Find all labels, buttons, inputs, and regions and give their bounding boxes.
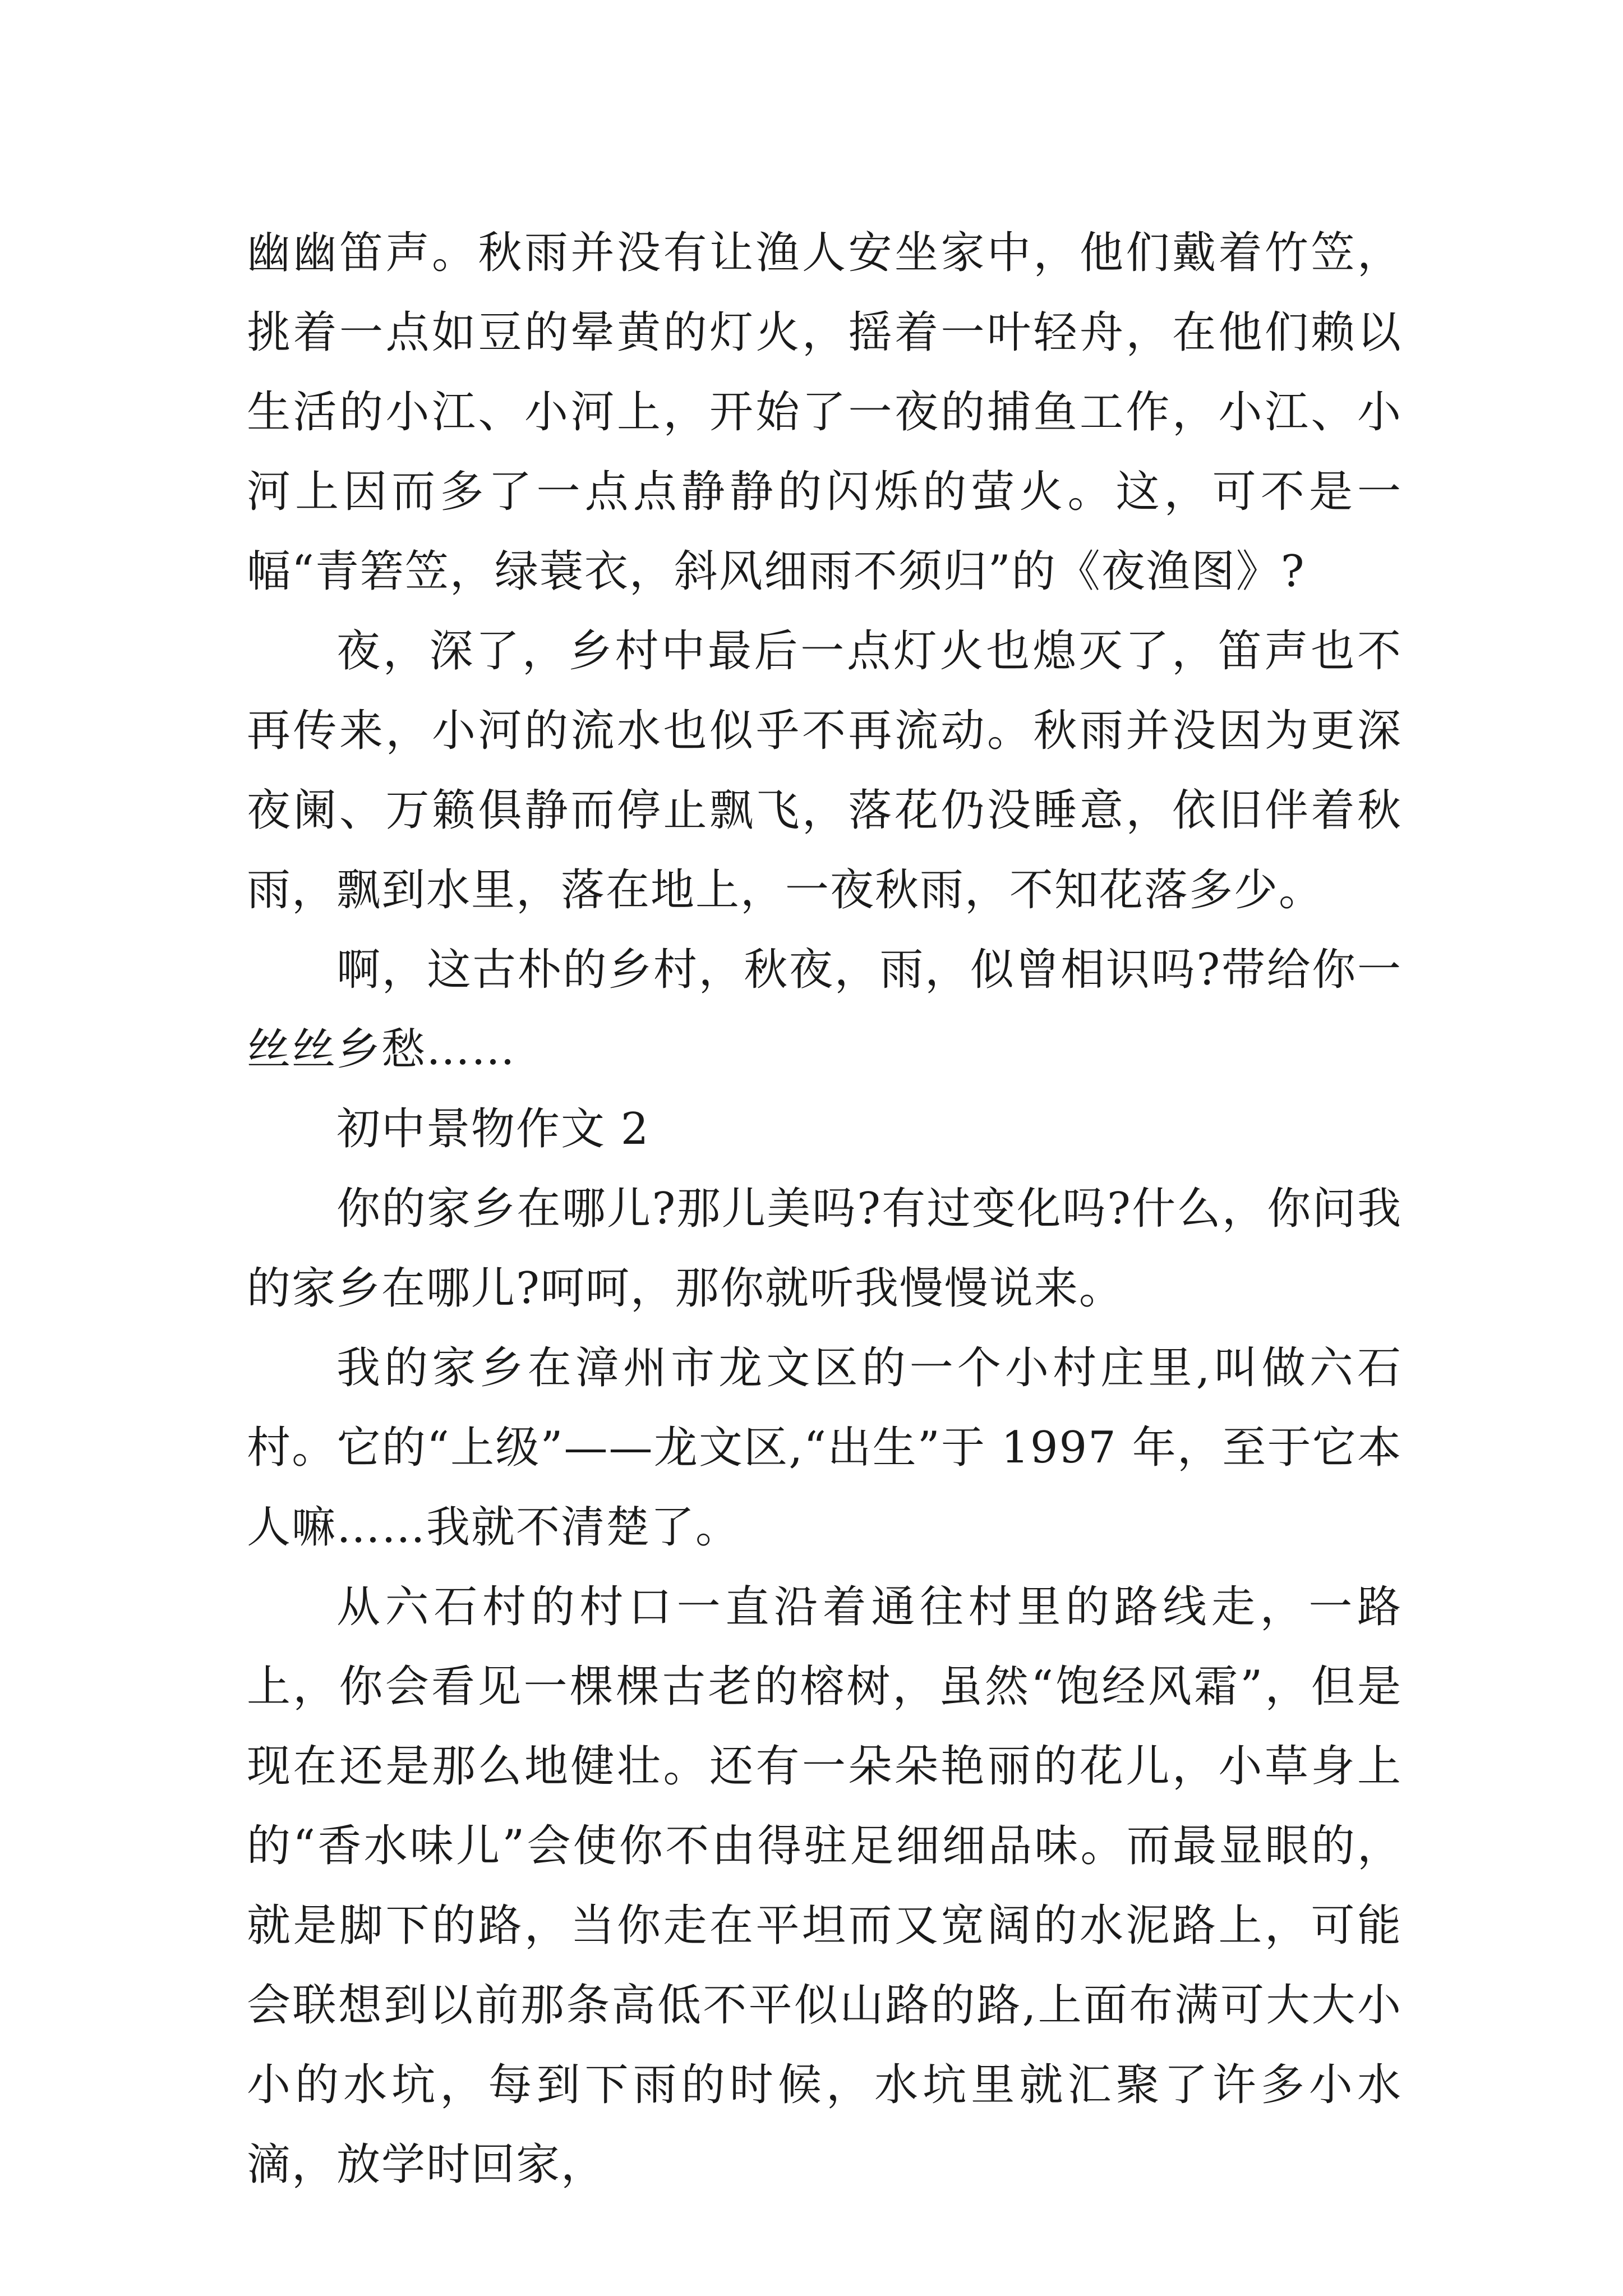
paragraph: 你的家乡在哪儿?那儿美吗?有过变化吗?什么，你问我的家乡在哪儿?呵呵，那你就听我慢慢说来。 [247, 1184, 1402, 1314]
paragraph: 啊，这古朴的乡村，秋夜，雨，似曾相识吗?带给你一丝丝乡愁…… [247, 945, 1402, 1075]
paragraph: 我的家乡在漳州市龙文区的一个小村庄里,叫做六石村。它的“上级”——龙文区,“出生”于 1997 年，至于它本人嘛……我就不清楚了。 [247, 1343, 1402, 1553]
document-body [247, 213, 1402, 2205]
paragraph-continued: 幽幽笛声。秋雨并没有让渔人安坐家中，他们戴着竹笠，挑着一点如豆的晕黄的灯火，摇着一叶轻舟，在他们赖以生活的小江、小河上，开始了一夜的捕鱼工作，小江、小河上因而多了一点点静静的闪烁的萤火。这，可不是一幅“青箬笠，绿蓑衣，斜风细雨不须归”的《夜渔图》? [247, 228, 1402, 597]
paragraph: 从六石村的村口一直沿着通往村里的路线走，一路上，你会看见一棵棵古老的榕树，虽然“饱经风霜”，但是现在还是那么地健壮。还有一朵朵艳丽的花儿，小草身上的“香水味儿”会使你不由得驻足细细品味。而最显眼的，就是脚下的路，当你走在平坦而又宽阔的水泥路上，可能会联想到以前那条高低不平似山路的路,上面布满可大大小小的水坑，每到下雨的时候，水坑里就汇聚了许多小水滴，放学时回家， [247, 1582, 1402, 2190]
paragraph: 夜，深了，乡村中最后一点灯火也熄灭了，笛声也不再传来，小河的流水也似乎不再流动。秋雨并没因为更深夜阑、万籁俱静而停止飘飞，落花仍没睡意，依旧伴着秋雨，飘到水里，落在地上，一夜秋雨，不知花落多少。 [247, 626, 1402, 915]
section-heading: 初中景物作文 2 [336, 1104, 650, 1154]
